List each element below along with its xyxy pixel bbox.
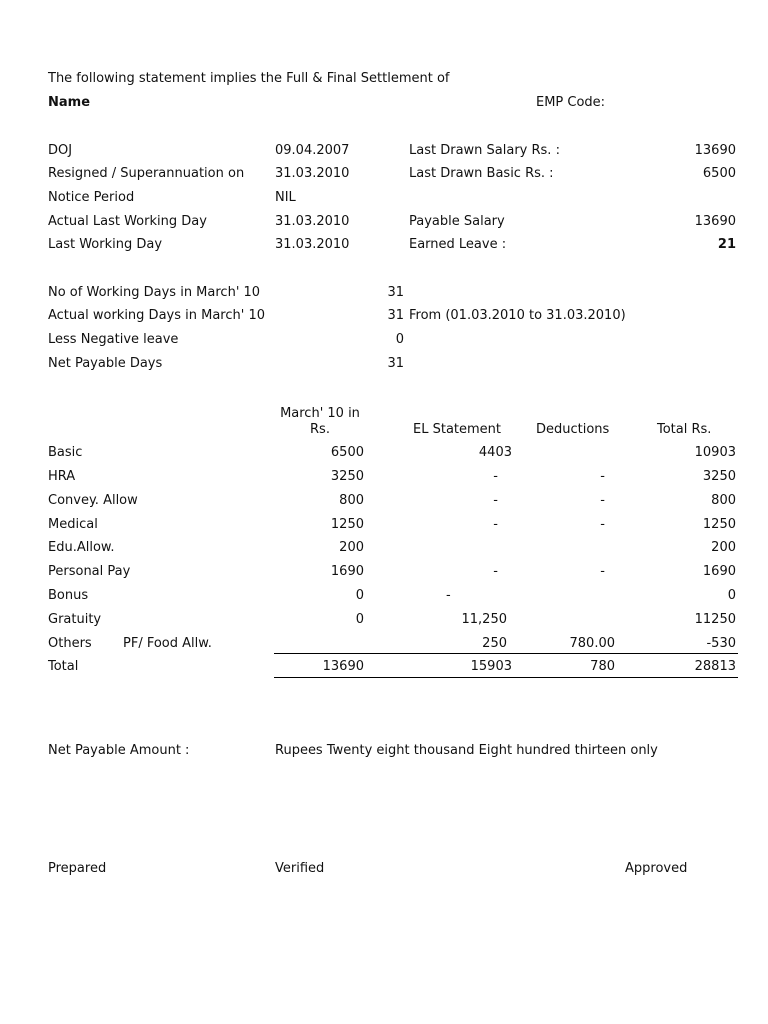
row-deduction: - [600,564,605,579]
row-march: 1250 [330,517,364,532]
earned-leave-value: 21 [717,237,736,252]
header-el-statement: EL Statement [413,422,501,437]
row-deduction: - [600,517,605,532]
working-days-value: 31 [387,285,404,300]
total-rule-top [274,653,738,654]
row-march: 3250 [330,469,364,484]
total-el: 15903 [470,659,512,674]
row-total: 800 [711,493,736,508]
notice-period-value: NIL [275,190,296,205]
row-label: Medical [48,517,98,532]
row-label: Gratuity [48,612,102,627]
row-deduction: - [600,493,605,508]
row-total: 0 [727,588,736,603]
negative-leave-value: 0 [395,332,404,347]
last-drawn-salary-value: 13690 [694,143,736,158]
row-el: - [446,588,451,603]
row-march: 0 [355,588,364,603]
net-payable-days-value: 31 [387,356,404,371]
row-total: 11250 [694,612,736,627]
row-deduction: 780.00 [569,636,615,651]
row-deduction: - [600,469,605,484]
row-el: - [493,564,498,579]
row-march: 6500 [330,445,364,460]
actual-last-working-day-value: 31.03.2010 [275,214,350,229]
last-drawn-basic-value: 6500 [702,166,736,181]
row-label: Edu.Allow. [48,540,115,555]
row-el: 4403 [478,445,512,460]
row-label: Bonus [48,588,89,603]
last-working-day-label: Last Working Day [48,237,163,252]
negative-leave-label: Less Negative leave [48,332,179,347]
last-drawn-salary-label: Last Drawn Salary Rs. : [409,143,560,158]
actual-last-working-day-label: Actual Last Working Day [48,214,207,229]
row-total: 1250 [702,517,736,532]
row-el: 11,250 [461,612,507,627]
total-march: 13690 [322,659,364,674]
doj-value: 09.04.2007 [275,143,350,158]
net-payable-days-label: Net Payable Days [48,356,163,371]
notice-period-label: Notice Period [48,190,135,205]
row-march: 200 [339,540,364,555]
row-march: 1690 [330,564,364,579]
header-deductions: Deductions [536,422,610,437]
row-sublabel: PF/ Food Allw. [123,636,212,651]
row-label: Basic [48,445,83,460]
prepared-label: Prepared [48,861,107,876]
total-rule-bottom [274,677,738,678]
header-total: Total Rs. [657,422,712,437]
net-payable-label: Net Payable Amount : [48,743,190,758]
row-label: Personal Pay [48,564,131,579]
row-total: 200 [711,540,736,555]
row-total: 10903 [694,445,736,460]
row-march: 0 [355,612,364,627]
resigned-value: 31.03.2010 [275,166,350,181]
intro-text: The following statement implies the Full & Final Settlement of [48,71,450,86]
row-total: -530 [706,636,736,651]
last-drawn-basic-label: Last Drawn Basic Rs. : [409,166,554,181]
payable-salary-value: 13690 [694,214,736,229]
row-march: 800 [339,493,364,508]
actual-working-days-note: From (01.03.2010 to 31.03.2010) [409,308,626,323]
row-el: - [493,469,498,484]
name-label: Name [48,95,91,110]
total-deduction: 780 [590,659,615,674]
actual-working-days-label: Actual working Days in March' 10 [48,308,265,323]
row-total: 1690 [702,564,736,579]
doj-label: DOJ [48,143,73,158]
row-label: Convey. Allow [48,493,138,508]
row-label: HRA [48,469,76,484]
approved-label: Approved [625,861,688,876]
resigned-label: Resigned / Superannuation on [48,166,245,181]
working-days-label: No of Working Days in March' 10 [48,285,261,300]
row-el: - [493,493,498,508]
row-label: Others [48,636,92,651]
total-label: Total [48,659,79,674]
row-total: 3250 [702,469,736,484]
last-working-day-value: 31.03.2010 [275,237,350,252]
header-march-line2: Rs. [310,422,330,437]
actual-working-days-value: 31 [387,308,404,323]
total-amount: 28813 [694,659,736,674]
row-el: 250 [482,636,507,651]
verified-label: Verified [275,861,325,876]
earned-leave-label: Earned Leave : [409,237,507,252]
row-el: - [493,517,498,532]
payable-salary-label: Payable Salary [409,214,505,229]
net-payable-words: Rupees Twenty eight thousand Eight hundred thirteen only [275,743,658,758]
header-march-line1: March' 10 in [280,406,360,421]
emp-code-label: EMP Code: [536,95,606,110]
